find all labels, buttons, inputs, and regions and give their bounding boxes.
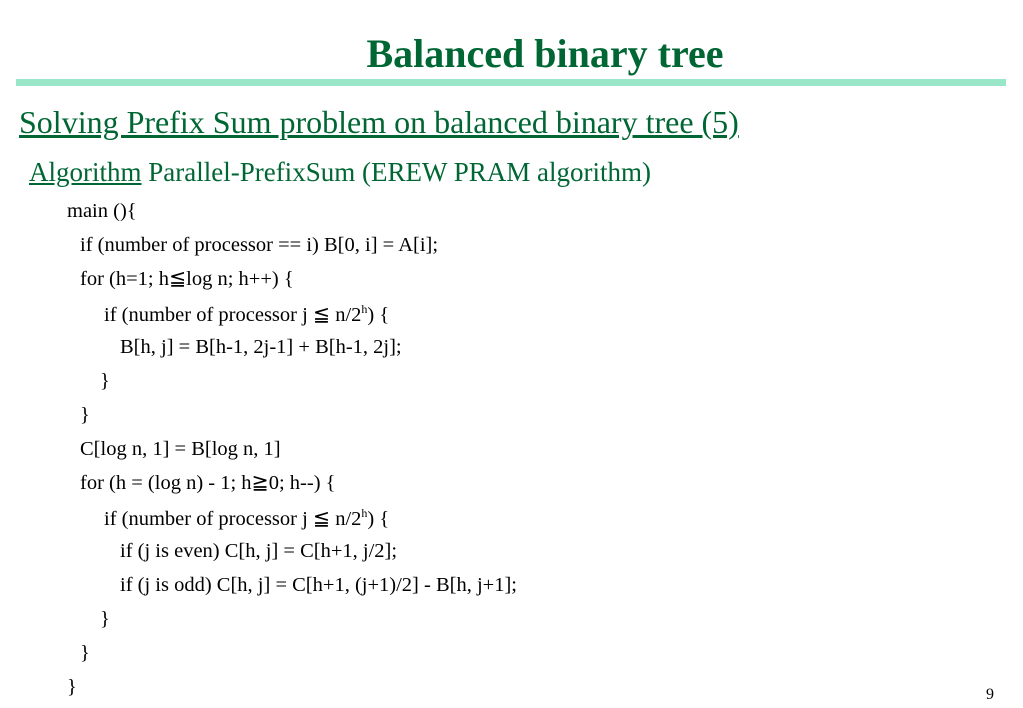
code-line (104, 507, 389, 530)
slide-title: Balanced binary tree (366, 31, 724, 76)
algorithm-name: Parallel-PrefixSum (EREW PRAM algorithm) (141, 157, 651, 187)
code-text: ) { (367, 508, 390, 530)
code-line: } (67, 676, 77, 698)
code-text: if (number of processor j ≦ n/2 (104, 508, 362, 530)
algorithm-keyword: Algorithm (29, 157, 142, 187)
slide-subtitle: Solving Prefix Sum problem on balanced binary tree (5) (19, 104, 739, 140)
code-line: if (j is even) C[h, j] = C[h+1, j/2]; (120, 540, 398, 562)
superscript: h (361, 302, 368, 316)
code-line: B[h, j] = B[h-1, 2j-1] + B[h-1, 2j]; (120, 336, 402, 358)
page-number: 9 (986, 686, 994, 703)
code-line: for (h=1; h≦log n; h++) { (80, 268, 294, 290)
algorithm-header (29, 159, 651, 186)
superscript: h (361, 506, 368, 520)
code-line: if (j is odd) C[h, j] = C[h+1, (j+1)/2] - B[h, j+1]; (120, 574, 517, 596)
code-line: } (80, 404, 90, 426)
code-text: ) { (367, 304, 390, 326)
code-text: if (number of processor j ≦ n/2 (104, 304, 362, 326)
code-line: C[log n, 1] = B[log n, 1] (80, 438, 281, 460)
code-line: } (80, 642, 90, 664)
code-line: if (number of processor == i) B[0, i] = A[i]; (80, 234, 439, 256)
title-divider (16, 79, 1006, 86)
code-line: main (){ (67, 200, 137, 222)
code-line: for (h = (log n) - 1; h≧0; h--) { (80, 472, 336, 494)
code-line: } (100, 370, 110, 392)
code-line: } (100, 608, 110, 630)
code-line (104, 303, 389, 326)
